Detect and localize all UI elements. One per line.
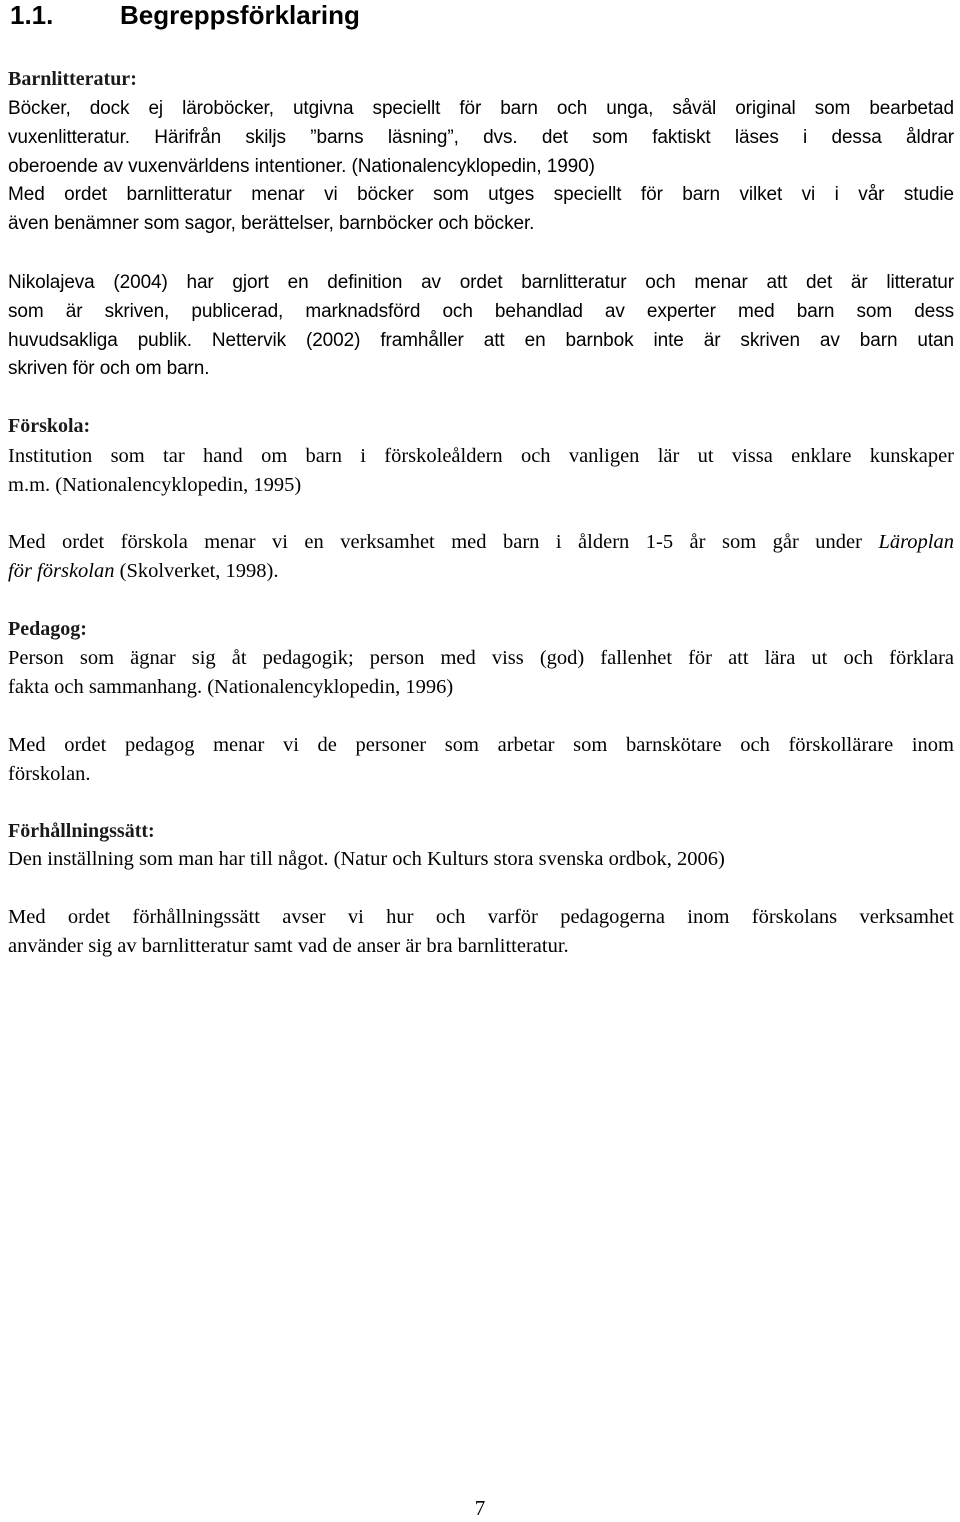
text-run: (Skolverket, 1998). xyxy=(119,559,279,582)
text-line: Den inställning som man har till något. (Natur och Kulturs stora svenska ordbok, 2006) xyxy=(8,848,725,870)
term-barnlitteratur: Barnlitteratur: xyxy=(8,68,137,90)
text-line: Person som ägnar sig åt pedagogik; person med viss (god) fallenhet för att lära ut och förklara xyxy=(8,647,954,669)
text-line: Med ordet pedagog menar vi de personer som arbetar som barnskötare och förskollärare inom xyxy=(8,734,954,756)
text-line: Nikolajeva (2004) har gjort en definition av ordet barnlitteratur och menar att det är litteratur xyxy=(8,272,954,293)
section-number: 1.1. xyxy=(10,0,54,30)
italic-title: Läroplan xyxy=(878,531,955,553)
text-line: även benämner som sagor, berättelser, barnböcker och böcker. xyxy=(8,213,535,235)
text-line: oberoende av vuxenvärldens intentioner. (Nationalencyklopedin, 1990) xyxy=(8,155,595,177)
definition-forskola xyxy=(8,442,954,500)
text-line: Med ordet förhållningssätt avser vi hur och varför pedagogerna inom förskolans verksamhet xyxy=(8,906,954,928)
italic-title: för förskolan xyxy=(8,559,115,582)
text-line: fakta och sammanhang. (Nationalencyklopedin, 1996) xyxy=(8,675,454,698)
text-line: Böcker, dock ej läroböcker, utgivna speciellt för barn och unga, såväl original som bearbetad xyxy=(8,98,954,119)
text-line: skriven för och om barn. xyxy=(8,358,210,380)
text-line: vuxenlitteratur. Härifrån skiljs ”barns läsning”, dvs. det som faktiskt läses i dessa åldrar xyxy=(8,126,954,148)
paragraph-forskola xyxy=(8,528,954,586)
section-heading xyxy=(10,0,360,30)
text-line: använder sig av barnlitteratur samt vad de anser är bra barnlitteratur. xyxy=(8,934,569,957)
text-line: huvudsakliga publik. Nettervik (2002) framhåller att en barnbok inte är skriven av barn utan xyxy=(8,329,954,351)
definition-pedagog xyxy=(8,644,954,702)
paragraph-nikolajeva xyxy=(8,269,954,384)
definition-forhallningssatt xyxy=(8,845,954,874)
term-forskola: Förskola: xyxy=(8,415,91,437)
text-line xyxy=(8,557,954,586)
text-line: Institution som tar hand om barn i förskoleåldern och vanligen lär ut vissa enklare kunskaper xyxy=(8,445,954,467)
text-line: Med ordet barnlitteratur menar vi böcker som utges speciellt för barn vilket vi i vår studie xyxy=(8,184,954,206)
term-forhallningssatt: Förhållningssätt: xyxy=(8,820,155,842)
text-line: som är skriven, publicerad, marknadsförd och behandlad av experter med barn som dess xyxy=(8,300,954,322)
definition-barnlitteratur xyxy=(8,95,954,239)
text-line: förskolan. xyxy=(8,762,91,785)
text-line xyxy=(8,528,954,557)
paragraph-forhallningssatt xyxy=(8,903,954,961)
paragraph-pedagog xyxy=(8,731,954,789)
text-line: m.m. (Nationalencyklopedin, 1995) xyxy=(8,473,302,496)
term-pedagog: Pedagog: xyxy=(8,618,87,640)
section-title: Begreppsförklaring xyxy=(120,0,360,30)
text-run: Med ordet förskola menar vi en verksamhet med barn i åldern 1-5 år som går under xyxy=(8,531,862,553)
page-number: 7 xyxy=(474,1496,486,1520)
